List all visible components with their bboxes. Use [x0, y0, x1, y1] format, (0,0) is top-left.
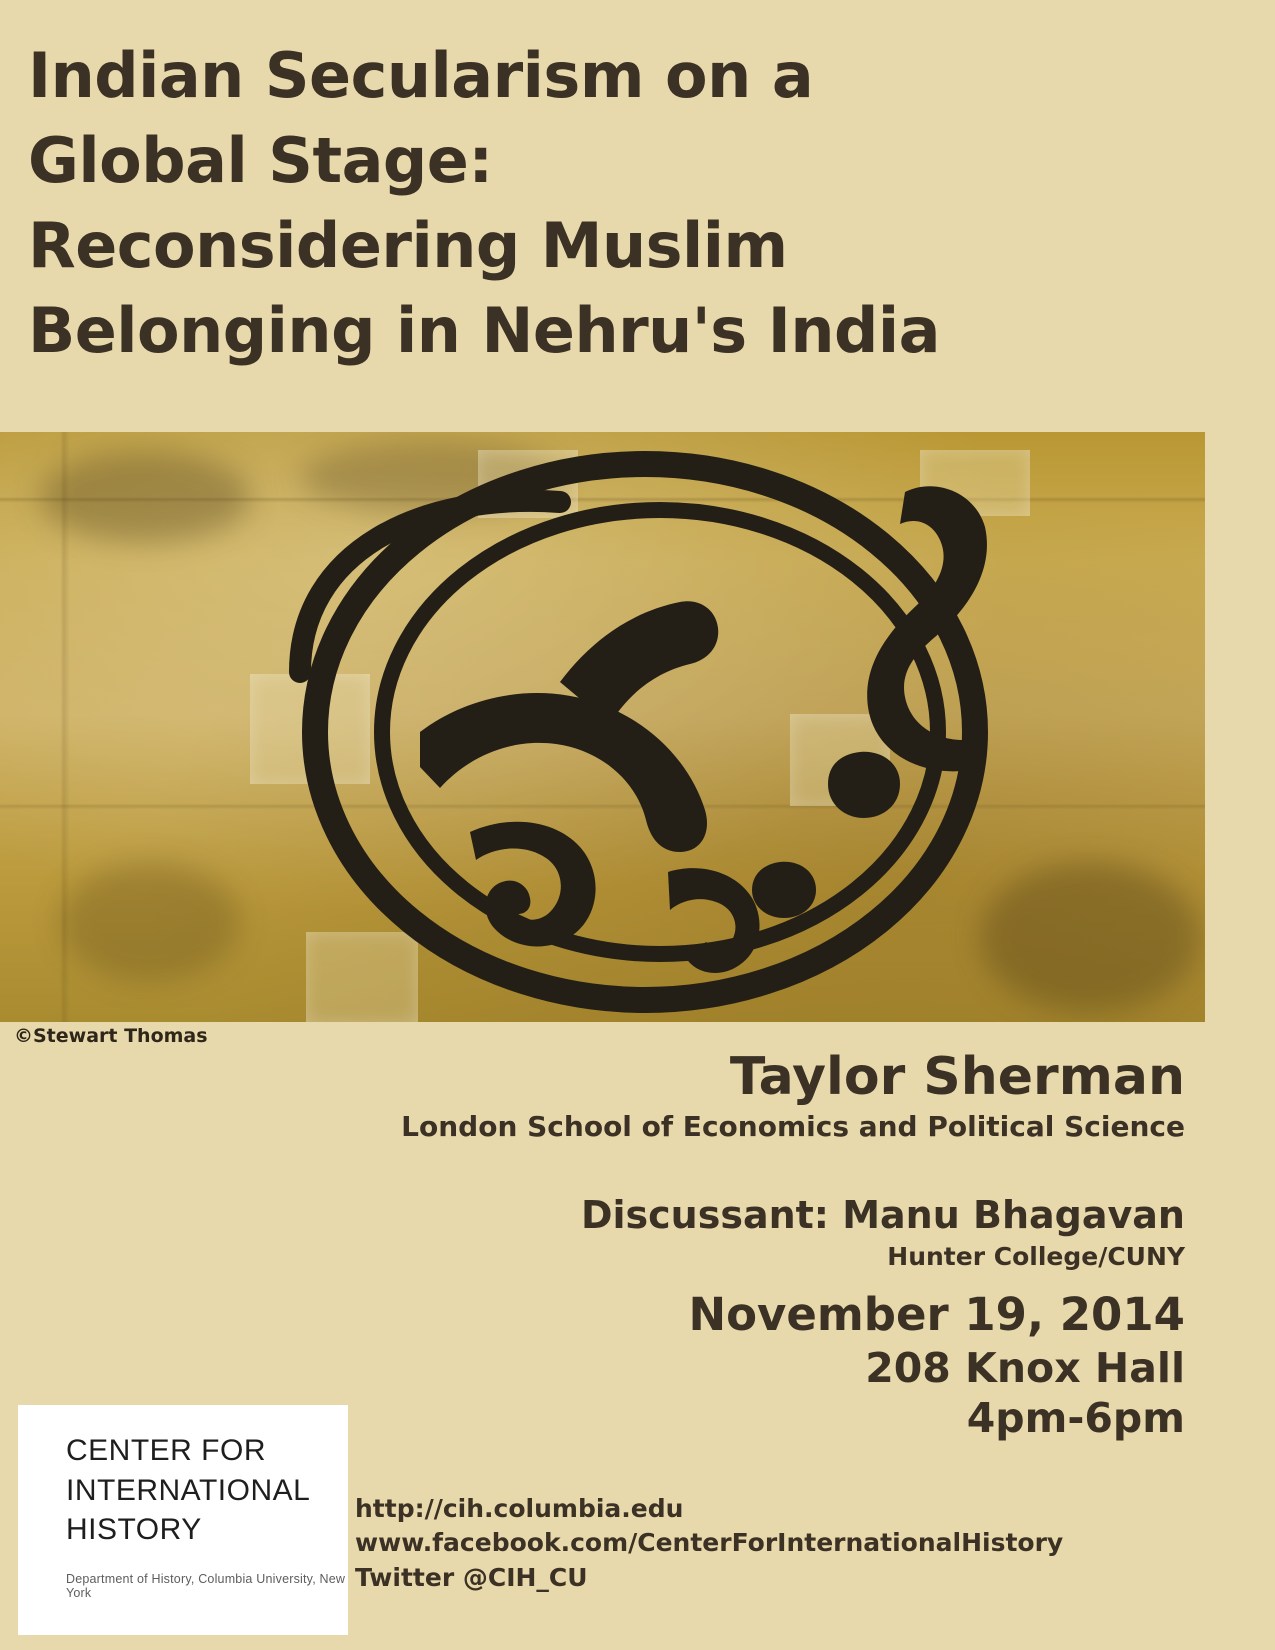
page-title [28, 34, 1235, 374]
speaker-block [401, 1048, 1185, 1271]
logo-subtitle: Department of History, Columbia University, New York [66, 1571, 346, 1600]
website-link[interactable]: http://cih.columbia.edu [355, 1494, 684, 1523]
facebook-link[interactable]: www.facebook.com/CenterForInternationalHistory [355, 1528, 1064, 1558]
title-line-2: Global Stage: [28, 123, 493, 197]
logo-line-1: CENTER FOR [66, 1434, 266, 1467]
center-for-international-history-logo [18, 1405, 348, 1635]
logo-line-2: INTERNATIONAL [66, 1473, 311, 1507]
twitter-handle[interactable]: Twitter @CIH_CU [355, 1562, 588, 1592]
title-line-4: Belonging in Nehru's India [28, 293, 940, 367]
title-line-3: Reconsidering Muslim [28, 208, 788, 282]
title-line-1: Indian Secularism on a [28, 39, 814, 112]
logo-line-3: HISTORY [66, 1513, 202, 1547]
photo-credit: ©Stewart Thomas [14, 1025, 208, 1047]
event-date: November 19, 2014 [688, 1288, 1185, 1341]
contact-links [355, 1492, 1063, 1595]
discussant-affiliation: Hunter College/CUNY [887, 1241, 1185, 1271]
speaker-affiliation: London School of Economics and Political Science [401, 1110, 1185, 1144]
arabic-calligraphy-icon [0, 432, 1205, 1022]
event-location: 208 Knox Hall [865, 1343, 1185, 1392]
discussant-name: Discussant: Manu Bhagavan [580, 1193, 1185, 1238]
event-time: 4pm-6pm [966, 1393, 1185, 1442]
calligraphy-photo [0, 432, 1205, 1022]
event-details [688, 1288, 1185, 1443]
speaker-name: Taylor Sherman [729, 1047, 1185, 1107]
